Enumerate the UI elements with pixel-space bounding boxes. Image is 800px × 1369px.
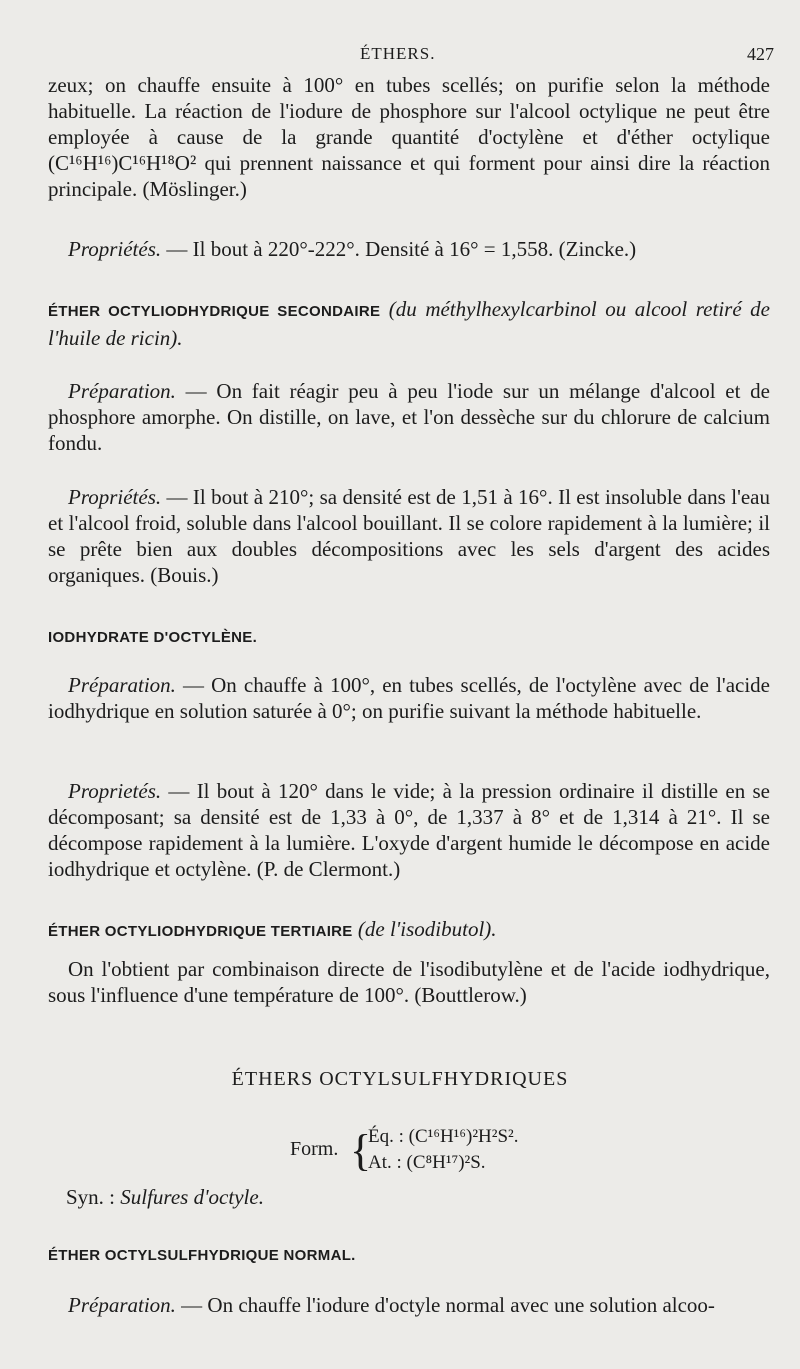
section-title: ÉTHERS OCTYLSULFHYDRIQUES: [231, 1068, 569, 1090]
section-label: Propriétés.: [68, 237, 162, 261]
preparation-1: [48, 378, 770, 456]
heading-title: IODHYDRATE D'OCTYLÈNE.: [48, 629, 258, 646]
synonym-text: Sulfures d'octyle.: [115, 1185, 264, 1209]
running-title: ÉTHERS.: [360, 44, 436, 63]
heading-subtitle: (de l'isodibutol).: [352, 917, 497, 941]
running-head: [0, 44, 800, 68]
section-text: — Il bout à 220°-222°. Densité à 16° = 1,558. (Zincke.): [161, 237, 637, 261]
section-label: Préparation.: [68, 673, 176, 697]
brace-symbol: {: [350, 1126, 372, 1175]
heading-title: ÉTHER OCTYLIODHYDRIQUE SECONDAIRE: [48, 303, 381, 320]
paragraph-mosinger: zeux; on chauffe ensuite à 100° en tubes scellés; on purifie selon la méthode habituelle. La réaction de l'iodure de phosphore sur l'alcool octylique ne peut être employée à cause de la grande quantité d'octylène et d'éther octylique (C¹⁶H¹⁶)C¹⁶H¹⁸O² qui prennent naissance et qui forment pour ainsi dire la réaction principale. (Möslinger.): [48, 73, 770, 201]
section-text: — On chauffe l'iodure d'octyle normal avec une solution alcoo-: [175, 1293, 715, 1317]
preparation-2: [48, 672, 770, 724]
section-text: — On chauffe à 100°, en tubes scellés, de l'octylène avec de l'acide iodhydrique en solution saturée à 0°; on purifie suivant la méthode habituelle.: [48, 673, 770, 723]
section-label: Propriétés.: [68, 485, 162, 509]
heading-ether-normal: [48, 1240, 770, 1269]
heading-title: ÉTHER OCTYLIODHYDRIQUE TERTIAIRE: [48, 923, 353, 940]
section-label: Préparation.: [68, 1293, 176, 1317]
formula-equivalent: Éq. : (C¹⁶H¹⁶)²H²S².: [368, 1126, 519, 1147]
heading-subtitle: (du méthylhexylcarbinol ou alcool retiré de l'huile de ricin).: [48, 297, 770, 350]
synonym-label: Syn. :: [66, 1185, 116, 1209]
section-label: Préparation.: [68, 379, 176, 403]
heading-title: ÉTHER OCTYLSULFHYDRIQUE NORMAL.: [48, 1247, 356, 1264]
proprietes-3: [48, 778, 770, 882]
heading-ether-secondaire: [48, 296, 770, 351]
section-text: — Il bout à 120° dans le vide; à la pression ordinaire il distille en se décomposant; sa densité est de 1,33 à 0°, de 1,337 à 8° et de 1,314 à 21°. Il se décompose rapidement à la lumière. L'oxyde d'argent humide le décompose en acide iodhydrique et octylène. (P. de Clermont.): [48, 779, 770, 881]
synonym-line: [66, 1184, 766, 1210]
preparation-3: [48, 1292, 770, 1318]
page-number: 427: [747, 44, 774, 64]
formula-block: [290, 1122, 650, 1182]
section-label: Proprietés.: [68, 779, 162, 803]
proprietes-2: [48, 484, 770, 588]
formula-label: Form.: [290, 1138, 339, 1160]
proprietes-1: [48, 236, 770, 262]
heading-ether-tertiaire: [48, 916, 770, 945]
section-text: — On fait réagir peu à peu l'iode sur un mélange d'alcool et de phosphore amorphe. On distille, on lave, et l'on dessèche sur du chlorure de calcium fondu.: [48, 379, 770, 455]
heading-iodhydrate: [48, 622, 770, 651]
formula-atomic: At. : (C⁸H¹⁷)²S.: [368, 1152, 486, 1173]
paragraph-isodibutylene: On l'obtient par combinaison directe de l'isodibutylène et de l'acide iodhydrique, sous l'influence d'une température de 100°. (Bouttlerow.): [48, 957, 770, 1007]
section-text: — Il bout à 210°; sa densité est de 1,51 à 16°. Il est insoluble dans l'eau et l'alcool froid, soluble dans l'alcool bouillant. Il se colore rapidement à la lumière; il se prête bien aux doubles décompositions avec les sels d'argent des acides organiques. (Bouis.): [48, 485, 770, 587]
